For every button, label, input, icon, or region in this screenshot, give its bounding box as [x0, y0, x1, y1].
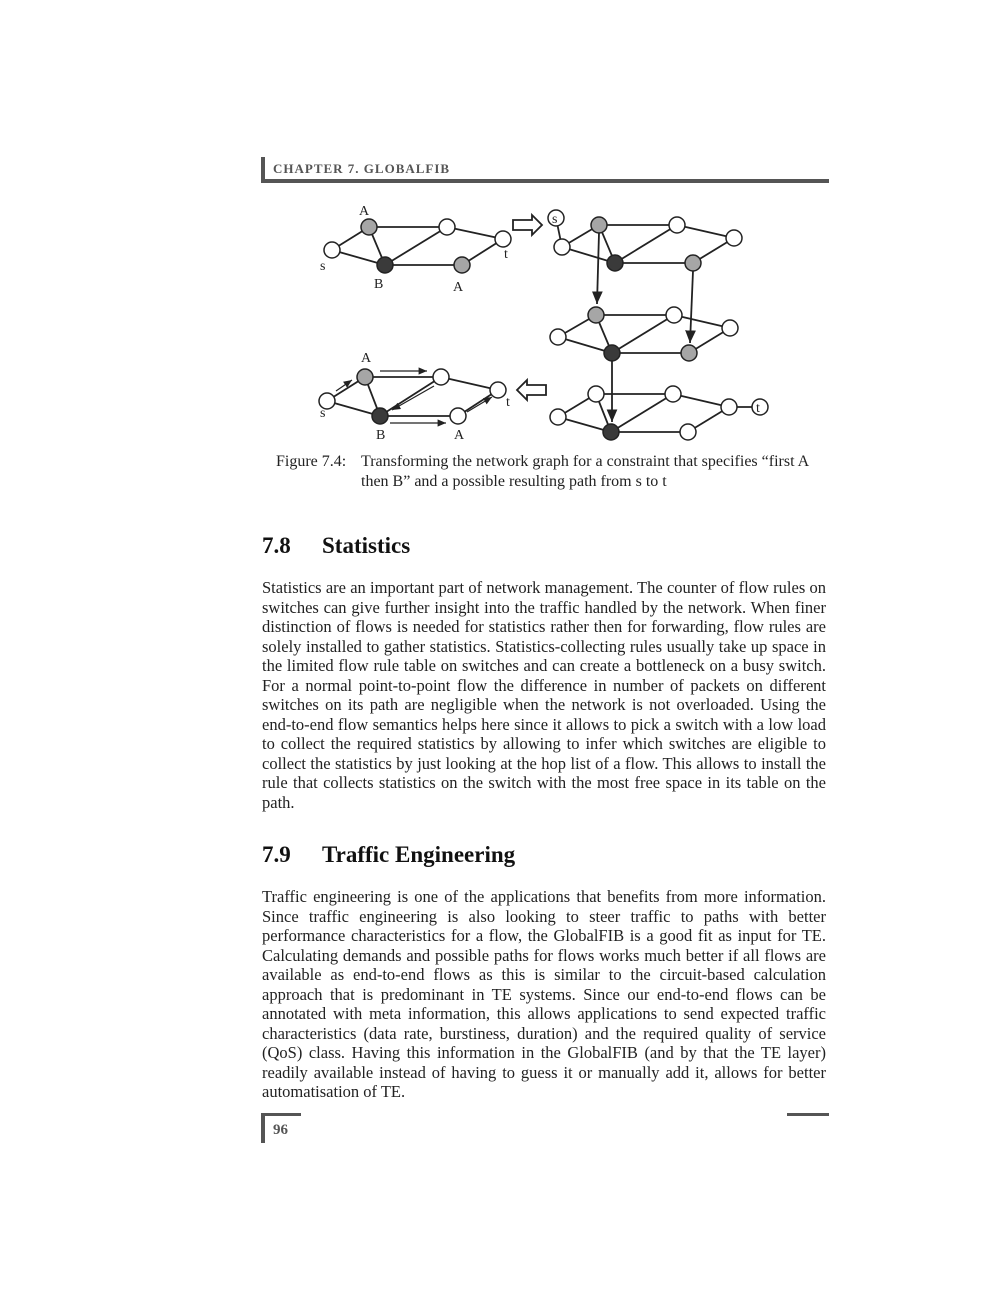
arrow-left-icon: [517, 380, 546, 400]
caption-text: Transforming the network graph for a constraint that specifies “first A then B” and a possible resulting path from s to t: [361, 453, 809, 490]
label-t-path: t: [506, 395, 510, 410]
footer-right-rule: [787, 1113, 829, 1116]
caption-label: Figure 7.4:: [276, 453, 347, 470]
page-number: 96: [273, 1122, 288, 1138]
paragraph-traffic-engineering: Traffic engineering is one of the applications that benefits from more information. Since traffic engineering is also looking to steer traffic to paths with better performance characteristics for a flow, the GlobalFIB is a good fit as input for TE. Calculating demands and possible paths for flows works much better if all flows are available as end-to-end flows as this is similar to the circuit-based calculation approach that is predominant in TE systems. Since our end-to-end flows can be annotated with meta information, this allows applications to send expected traffic characteristics (data rate, burstiness, duration) and the required quality of service (QoS) class. Having this information in the GlobalFIB (and by that the TE layer) readily available instead of having to guess it or manually add it, allows for better automatisation of TE.: [262, 887, 826, 1101]
label-a-bottom: A: [453, 280, 464, 295]
label-b-path: B: [376, 428, 386, 443]
label-a-top: A: [359, 204, 370, 219]
graph-original: [332, 227, 503, 265]
label-b: B: [374, 277, 384, 292]
label-s-path: s: [320, 406, 326, 421]
label-t: t: [504, 247, 508, 262]
section-title: Traffic Engineering: [322, 842, 516, 867]
footer-top-rule: [261, 1113, 301, 1116]
network-graph-figure: [310, 200, 780, 450]
label-s: s: [320, 259, 326, 274]
running-header: [261, 157, 829, 183]
section-heading-statistics: [262, 533, 410, 559]
arrow-right-icon: [513, 215, 542, 235]
label-t-layered: t: [756, 401, 760, 416]
running-title: CHAPTER 7. GLOBALFIB: [273, 161, 451, 176]
section-heading-traffic-engineering: [262, 842, 515, 868]
section-number: 7.8: [262, 533, 291, 558]
label-a-path-bottom: A: [454, 428, 465, 443]
section-title: Statistics: [322, 533, 411, 558]
section-number: 7.9: [262, 842, 291, 867]
label-s-layered: s: [552, 212, 558, 227]
header-underline: [261, 179, 829, 183]
graph-path: [327, 377, 498, 416]
label-a-path-top: A: [361, 351, 372, 366]
footer-left-rule: [261, 1113, 265, 1143]
paragraph-statistics: Statistics are an important part of network management. The counter of flow rules on switches can give further insight into the traffic handled by the network. When finer distinction of flows is needed for statistics rather then for forwarding, flow rules are solely installed to gather statistics. Statistics-collecting rules usually take up space in the limited flow rule table on switches and can create a bottleneck on a busy switch. For a normal point-to-point flow the difference in number of packets on different switches on its path are negligible when the network is not overloaded. Using the end-to-end flow semantics helps here since it allows to pick a switch with a low load to collect the required statistics by allowing to infer which switches are eligible to collect the statistics by just looking at the hop list of a flow. This allows to install the rule that collects statistics on the switch with the most free space in its table on the path.: [262, 578, 826, 812]
